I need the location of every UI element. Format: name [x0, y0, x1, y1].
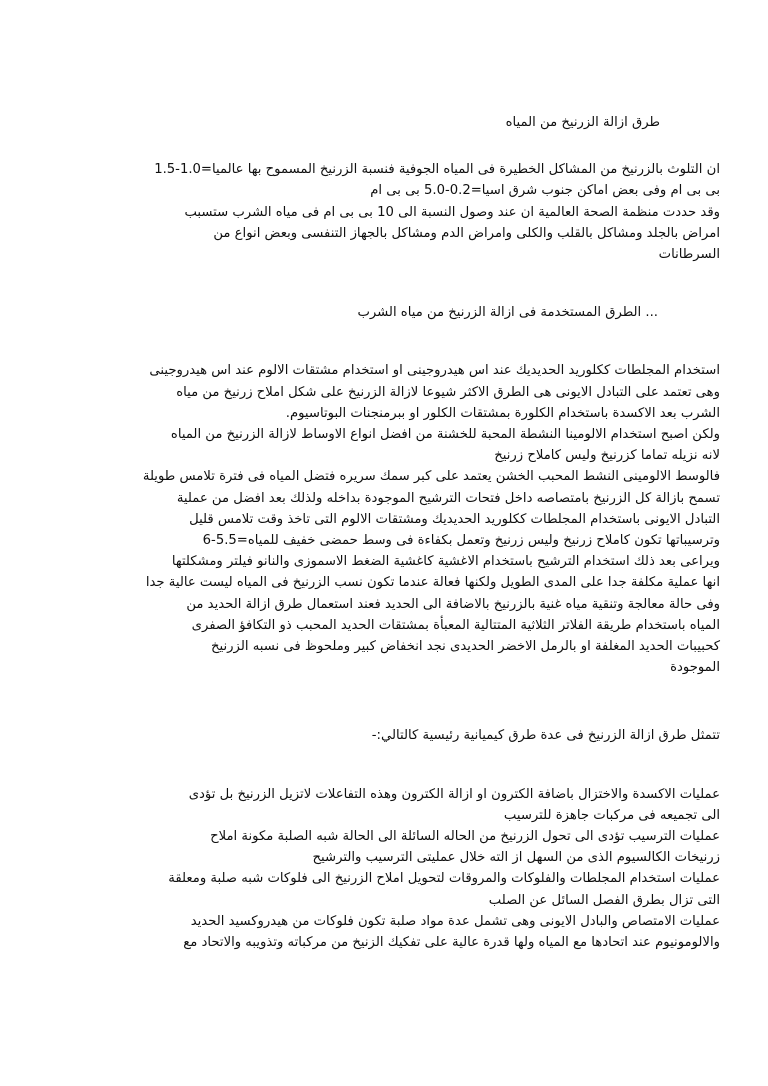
spacer [48, 291, 720, 302]
chemical-line-2: الى تجميعه فى مركبات جاهزة للترسيب [503, 807, 720, 823]
chemical-line-1: عمليات الاكسدة والاختزال باضافة الكترون او ازالة الكترون وهذه التفاعلات لاتزيل الزرنيخ بل تؤدى [188, 786, 720, 802]
chemical-line-7: عمليات الامتصاص والبادل الايونى وهى تشمل عدة مواد صلبة تكون فلوكات من هيدروكسيد الحديد [190, 913, 720, 929]
intro-line-2: بى بى ام وفى بعض اماكن جنوب شرق اسيا=0.2-5.0 بى بى ام [370, 183, 720, 199]
methods-line-7: تسمح بازالة كل الزرنيخ بامتصاصه داخل فتحات الترشيح الموجودة بداخله ولذلك بعد افضل من عملية [176, 490, 720, 506]
section-heading [48, 302, 720, 323]
methods-line-5: لانه نزيله تماما كزرنيخ وليس كاملاح زرنيخ [494, 448, 720, 464]
chemical-line-6: التى تزال بطرق الفصل السائل عن الصلب [488, 892, 720, 908]
chemical-line-5: عمليات استخدام المجلطات والفلوكات والمروقات لتحويل املاح الزرنيخ الى فلوكات شبه صلبة ومعلقة [168, 871, 720, 887]
spacer [48, 349, 720, 360]
methods-line-3: الشرب بعد الاكسدة باستخدام الكلورة بمشتقات الكلور او ببرمنجنات البوتاسيوم. [285, 405, 720, 421]
intro-line-1: ان التلوث بالزرنيخ من المشاكل الخطيرة فى المياه الجوفية فنسبة الزرنيخ المسموح بها عالميا=1.0-1.5 [154, 162, 720, 178]
chemical-line-4: زرنيخات الكالسيوم الذى من السهل از الته خلال عمليتى الترسيب والترشيح [312, 850, 720, 866]
methods-line-11: انها عملية مكلفة جدا على المدى الطويل ولكنها فعالة عندما تكون نسب الزرنيخ فى المياه ليست عالية جدا [145, 575, 720, 591]
intro-paragraph [48, 159, 720, 265]
spacer [48, 133, 720, 159]
intro-line-5: السرطانات [658, 247, 720, 263]
methods-line-13: المياه باستخدام طريقة الفلاتر الثلاثية المتتالية المعبأة بمشتقات الحديد المحبب ذو التكافؤ الصفرى [191, 617, 720, 633]
chemical-intro [48, 725, 720, 746]
methods-line-1: استخدام المجلطات ككلوريد الحديديك عند اس هيدروجينى او استخدام مشتقات الالوم عند اس هيدروجينى [149, 363, 720, 379]
chemical-line-3: عمليات الترسيب تؤدى الى تحول الزرنيخ من الحاله السائلة الى الحالة شبه الصلبة مكونة املاح [210, 829, 720, 845]
spacer [48, 265, 720, 291]
spacer [48, 678, 720, 704]
intro-line-3: وقد حددت منظمة الصحة العالمية ان عند وصول النسبة الى 10 بى بى ام فى مياه الشرب ستسبب [184, 204, 720, 220]
methods-line-15: الموجودة [670, 660, 720, 676]
methods-line-2: وهى تعتمد على التبادل الايونى هى الطرق الاكثر شيوعا لازالة الزرنيخ على شكل املاح زرنيخ من مياه [176, 384, 720, 400]
methods-paragraph [48, 360, 720, 678]
spacer [48, 323, 720, 349]
methods-line-4: ولكن اصبح استخدام الالومينا النشطة المحبة للخشنة من افضل انواع الاوساط لازالة الزرنيخ من المياه [170, 427, 720, 443]
document-body [48, 112, 720, 953]
methods-line-9: وترسيباتها تكون كاملاح زرنيخ وليس زرنيخ وتعمل بكفاءة فى وسط حمضى خفيف للمياه=5.5-6 [202, 533, 720, 549]
methods-line-12: وفى حالة معالجة وتنقية مياه غنية بالزرنيخ بالاضافة الى الحديد فعند استعمال طرق ازالة الحديد من [186, 596, 720, 612]
spacer [48, 773, 720, 784]
spacer [48, 704, 720, 725]
chemical-line-8: والالومونيوم عند اتحادها مع المياه ولها قدرة عالية على تفكيك الزنيخ من مركباته وتذويبه والاتحاد مع [183, 935, 720, 951]
methods-line-8: التبادل الايونى باستخدام المجلطات ككلوريد الحديديك ومشتقات الالوم التى تاخذ وقت تلامس قليل [189, 511, 720, 527]
section-heading-text: ... الطرق المستخدمة فى ازالة الزرنيخ من مياه الشرب [357, 305, 658, 321]
title-line: طرق ازالة الزرنيخ من المياه [505, 115, 660, 130]
intro-line-4: امراض بالجلد ومشاكل بالقلب والكلى وامراض الدم ومشاكل بالجهاز التنفسى وبعض انواع من [213, 225, 720, 241]
spacer [48, 747, 720, 773]
document-title [48, 112, 720, 133]
methods-line-14: كحبيبات الحديد المغلفة او بالرمل الاخضر الحديدى نجد انخفاض كبير وملحوظ فى نسبه الزرنيخ [211, 639, 720, 655]
methods-line-10: ويراعى بعد ذلك استخدام الترشيح باستخدام الاغشية كاغشية الضغط الاسموزى والنانو فيلتر ومشكلتها [171, 554, 720, 570]
methods-line-6: فالوسط الالومينى النشط المحبب الخشن يعتمد على كبر سمك سريره فتضل المياه فى فترة تلامس طويلة [142, 469, 720, 485]
chemical-methods-paragraph [48, 784, 720, 954]
chemical-intro-text: تتمثل طرق ازالة الزرنيخ فى عدة طرق كيميانية رئيسية كالتالي:- [371, 728, 720, 744]
